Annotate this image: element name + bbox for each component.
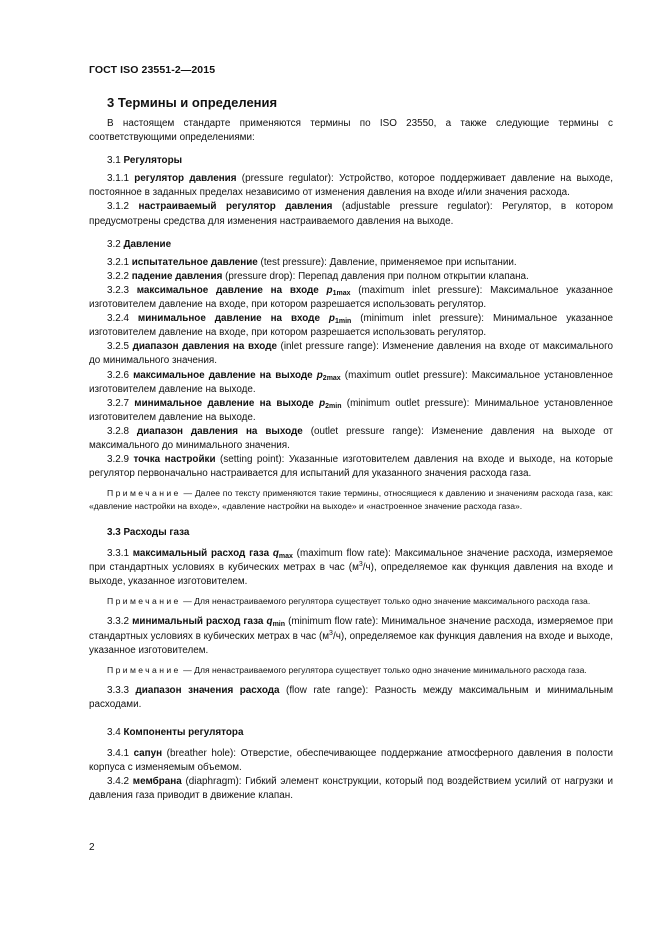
subsection-heading-3-4: 3.4 Компоненты регулятора	[107, 727, 244, 739]
term-3-4-2: 3.4.2 мембрана (diaphragm): Гибкий элемент конструкции, который под воздействием усилий от нагрузки и давления газа приводит в движение клапан.	[89, 775, 613, 801]
document-body	[89, 117, 613, 803]
subsection-heading-3-3: 3.3 Расходы газа	[107, 527, 190, 539]
term-3-2-1: 3.2.1 испытательное давление (test pressure): Давление, применяемое при испытании.	[107, 256, 517, 268]
term-3-2-9: 3.2.9 точка настройки (setting point): Указанные изготовителем давления на входе и выходе, на которые регулятор первоначально настраивается для испытаний для указанного значения расхода газа.	[89, 454, 614, 480]
term-3-1-2: 3.1.2 настраиваемый регулятор давления (adjustable pressure regulator): Регулятор, в котором предусмотрены средства для изменения настраиваемого давления на выходе.	[89, 201, 614, 227]
note-3-3-1: Примечание — Для ненастраиваемого регулятора существует только одно значение максимального расхода газа.	[107, 595, 591, 606]
term-3-2-8: 3.2.8 диапазон давления на выходе (outlet pressure range): Изменение давления на выходе от максимального до минимального значения.	[89, 425, 613, 451]
document-header: ГОСТ ISO 23551-2—2015	[89, 64, 216, 76]
subsection-heading-3-2: 3.2 Давление	[107, 238, 172, 250]
section-intro: В настоящем стандарте применяются термины по ISO 23550, а также следующие термины с соответствующими определениями:	[89, 118, 613, 144]
term-3-3-1: 3.3.1 максимальный расход газа $q_{max}$ (maximum flow rate): Максимальное значение расхода, измеряемое при стандартных условиях в кубических метрах в час $(м^3/ч)$, определяемое как функция давления на входе и выходе, указанное изготовителем.	[89, 547, 613, 587]
term-3-2-7: 3.2.7 минимальное давление на выходе $p_{2min}$ (minimum outlet pressure): Минимальное установленное изготовителем давление на выходе.	[89, 397, 614, 423]
term-3-3-3: 3.3.3 диапазон значения расхода (flow rate range): Разность между максимальным и минимальным расходами.	[89, 685, 613, 711]
note-3-3-2: Примечание — Для ненастраиваемого регулятора существует только одно значение минимального расхода газа.	[107, 664, 587, 675]
term-3-2-4: 3.2.4 минимальное давление на входе $p_{1min}$ (minimum inlet pressure): Минимальное указанное изготовителем давление на входе, при котором разрешается использовать регулятор.	[89, 313, 614, 339]
term-3-3-2: 3.3.2 минимальный расход газа $q_{min}$ (minimum flow rate): Минимальное значение расхода, измеряемое при стандартных условиях в кубических метрах в час $(м^3/ч)$, определяемое как функция давления на входе и выходе, указанное изготовителем.	[89, 616, 614, 656]
term-3-2-6: 3.2.6 максимальное давление на выходе $p_{2max}$ (maximum outlet pressure): Максимальное установленное изготовителем давление на выходе.	[89, 369, 613, 395]
term-3-1-1: 3.1.1 регулятор давления (pressure regulator): Устройство, которое поддерживает давление на выходе, постоянное в заданных пределах независимо от изменения давления на входе и/или значения расхода.	[89, 173, 613, 199]
section-title: 3 Термины и определения	[107, 95, 278, 110]
term-3-4-1: 3.4.1 сапун (breather hole): Отверстие, обеспечивающее поддержание атмосферного давления в полости корпуса с изменяемым объемом.	[89, 747, 614, 773]
page-number: 2	[89, 842, 95, 853]
subsection-heading-3-1: 3.1 Регуляторы	[107, 155, 183, 167]
note-3-2: Примечание — Далее по тексту применяются такие термины, относящиеся к давлению и значениям расхода газа, как: «давление настройки на входе», «давление настройки на выходе» и «настроенное значение расхода газа».	[89, 488, 613, 511]
term-3-2-3: 3.2.3 максимальное давление на входе $p_{1max}$ (maximum inlet pressure): Максимальное указанное изготовителем давление на входе, при котором разрешается использовать регулятор.	[89, 284, 613, 311]
term-3-2-2: 3.2.2 падение давления (pressure drop): Перепад давления при полном открытии клапана.	[107, 270, 529, 282]
term-3-2-5: 3.2.5 диапазон давления на входе (inlet pressure range): Изменение давления на входе от максимального до минимального значения.	[89, 341, 613, 367]
